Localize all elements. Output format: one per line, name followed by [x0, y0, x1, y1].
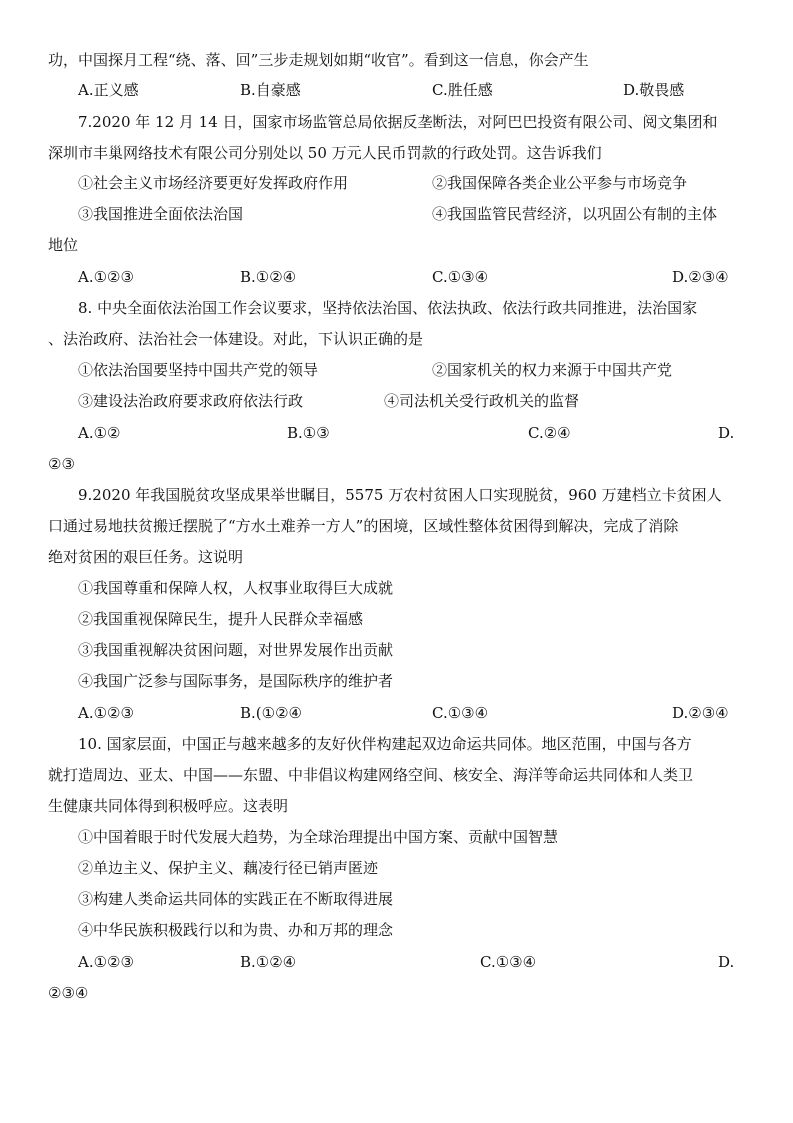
q10-option-b: B.①②④ — [240, 953, 297, 971]
q8-stem-line2: 、法治政府、法治社会一体建设。对此，下认识正确的是 — [48, 330, 424, 348]
q10-option-c: C.①③④ — [480, 953, 537, 971]
q6-option-d: D.敬畏感 — [623, 81, 685, 99]
q9-stem-line2: 口通过易地扶贫搬迁摆脱了“方水土难养一方人”的困境，区域性整体贫困得到解决，完成了消除 — [48, 517, 679, 535]
q8-option-a: A.①② — [78, 424, 121, 442]
q6-option-a: A.正义感 — [78, 81, 139, 99]
q9-stem-line1: 9.2020 年我国脱贫攻坚成果举世瞩目，5575 万农村贫困人口实现脱贫，960 万建档立卡贫困人 — [78, 486, 722, 504]
q9-statement-3: ③我国重视解决贫困问题，对世界发展作出贡献 — [78, 641, 394, 659]
q10-option-d: D. — [718, 953, 735, 971]
q8-statement-4: ④司法机关受行政机关的监督 — [384, 392, 580, 410]
q7-statement-1: ①社会主义市场经济要更好发挥政府作用 — [78, 174, 349, 192]
q9-statement-4: ④我国广泛参与国际事务，是国际秩序的维护者 — [78, 672, 394, 690]
q10-statement-4: ④中华民族积极践行以和为贵、办和万邦的理念 — [78, 921, 394, 939]
q8-option-d-cont: ②③ — [48, 455, 75, 473]
q7-statement-4: ④我国监管民营经济，以巩固公有制的主体 — [432, 205, 718, 223]
q7-option-a: A.①②③ — [78, 268, 134, 286]
q9-option-c: C.①③④ — [432, 704, 489, 722]
q7-statement-3: ③我国推进全面依法治国 — [78, 205, 244, 223]
q7-statement-4-cont: 地位 — [48, 236, 79, 254]
q10-statement-3: ③构建人类命运共同体的实践正在不断取得进展 — [78, 890, 394, 908]
q8-statement-1: ①依法治国要坚持中国共产党的领导 — [78, 361, 319, 379]
q7-option-c: C.①③④ — [432, 268, 489, 286]
q10-statement-2: ②单边主义、保护主义、藕凌行径已销声匿迹 — [78, 859, 379, 877]
q8-option-c: C.②④ — [528, 424, 571, 442]
q8-statement-2: ②国家机关的权力来源于中国共产党 — [432, 361, 673, 379]
q7-stem-line2: 深圳市丰巢网络技术有限公司分别处以 50 万元人民币罚款的行政处罚。这告诉我们 — [48, 144, 602, 162]
q7-option-d: D.②③④ — [672, 268, 729, 286]
q8-statement-3: ③建设法治政府要求政府依法行政 — [78, 392, 304, 410]
q8-stem-line1: 8. 中央全面依法治国工作会议要求，坚持依法治国、依法执政、依法行政共同推进，法治国家 — [78, 299, 698, 317]
q10-option-a: A.①②③ — [78, 953, 134, 971]
q6-stem-continuation: 功，中国探月工程“绕、落、回”三步走规划如期“收官”。看到这一信息，你会产生 — [48, 51, 589, 69]
q10-stem-line1: 10. 国家层面，中国正与越来越多的友好伙伴构建起双边命运共同体。地区范围，中国与各方 — [78, 735, 692, 753]
q7-option-b: B.①②④ — [240, 268, 297, 286]
q10-stem-line3: 生健康共同体得到积极呼应。这表明 — [48, 797, 289, 815]
q6-option-b: B.自豪感 — [240, 81, 301, 99]
q8-option-d: D. — [718, 424, 735, 442]
q8-option-b: B.①③ — [287, 424, 330, 442]
q9-option-b: B.(①②④ — [240, 704, 302, 722]
q7-statement-2: ②我国保障各类企业公平参与市场竞争 — [432, 174, 688, 192]
q10-option-d-cont: ②③④ — [48, 984, 89, 1002]
q9-stem-line3: 绝对贫困的艰巨任务。这说明 — [48, 548, 244, 566]
q9-option-d: D.②③④ — [672, 704, 729, 722]
q9-option-a: A.①②③ — [78, 704, 134, 722]
q10-statement-1: ①中国着眼于时代发展大趋势，为全球治理提出中国方案、贡献中国智慧 — [78, 828, 559, 846]
q9-statement-1: ①我国尊重和保障人权，人权事业取得巨大成就 — [78, 579, 394, 597]
q10-stem-line2: 就打造周边、亚太、中国——东盟、中非倡议构建网络空间、核安全、海洋等命运共同体和人类卫 — [48, 766, 694, 784]
q6-option-c: C.胜任感 — [432, 81, 493, 99]
q9-statement-2: ②我国重视保障民生，提升人民群众幸福感 — [78, 610, 364, 628]
q7-stem-line1: 7.2020 年 12 月 14 日，国家市场监管总局依据反垄断法，对阿巴巴投资有限公司、阅文集团和 — [78, 113, 718, 131]
